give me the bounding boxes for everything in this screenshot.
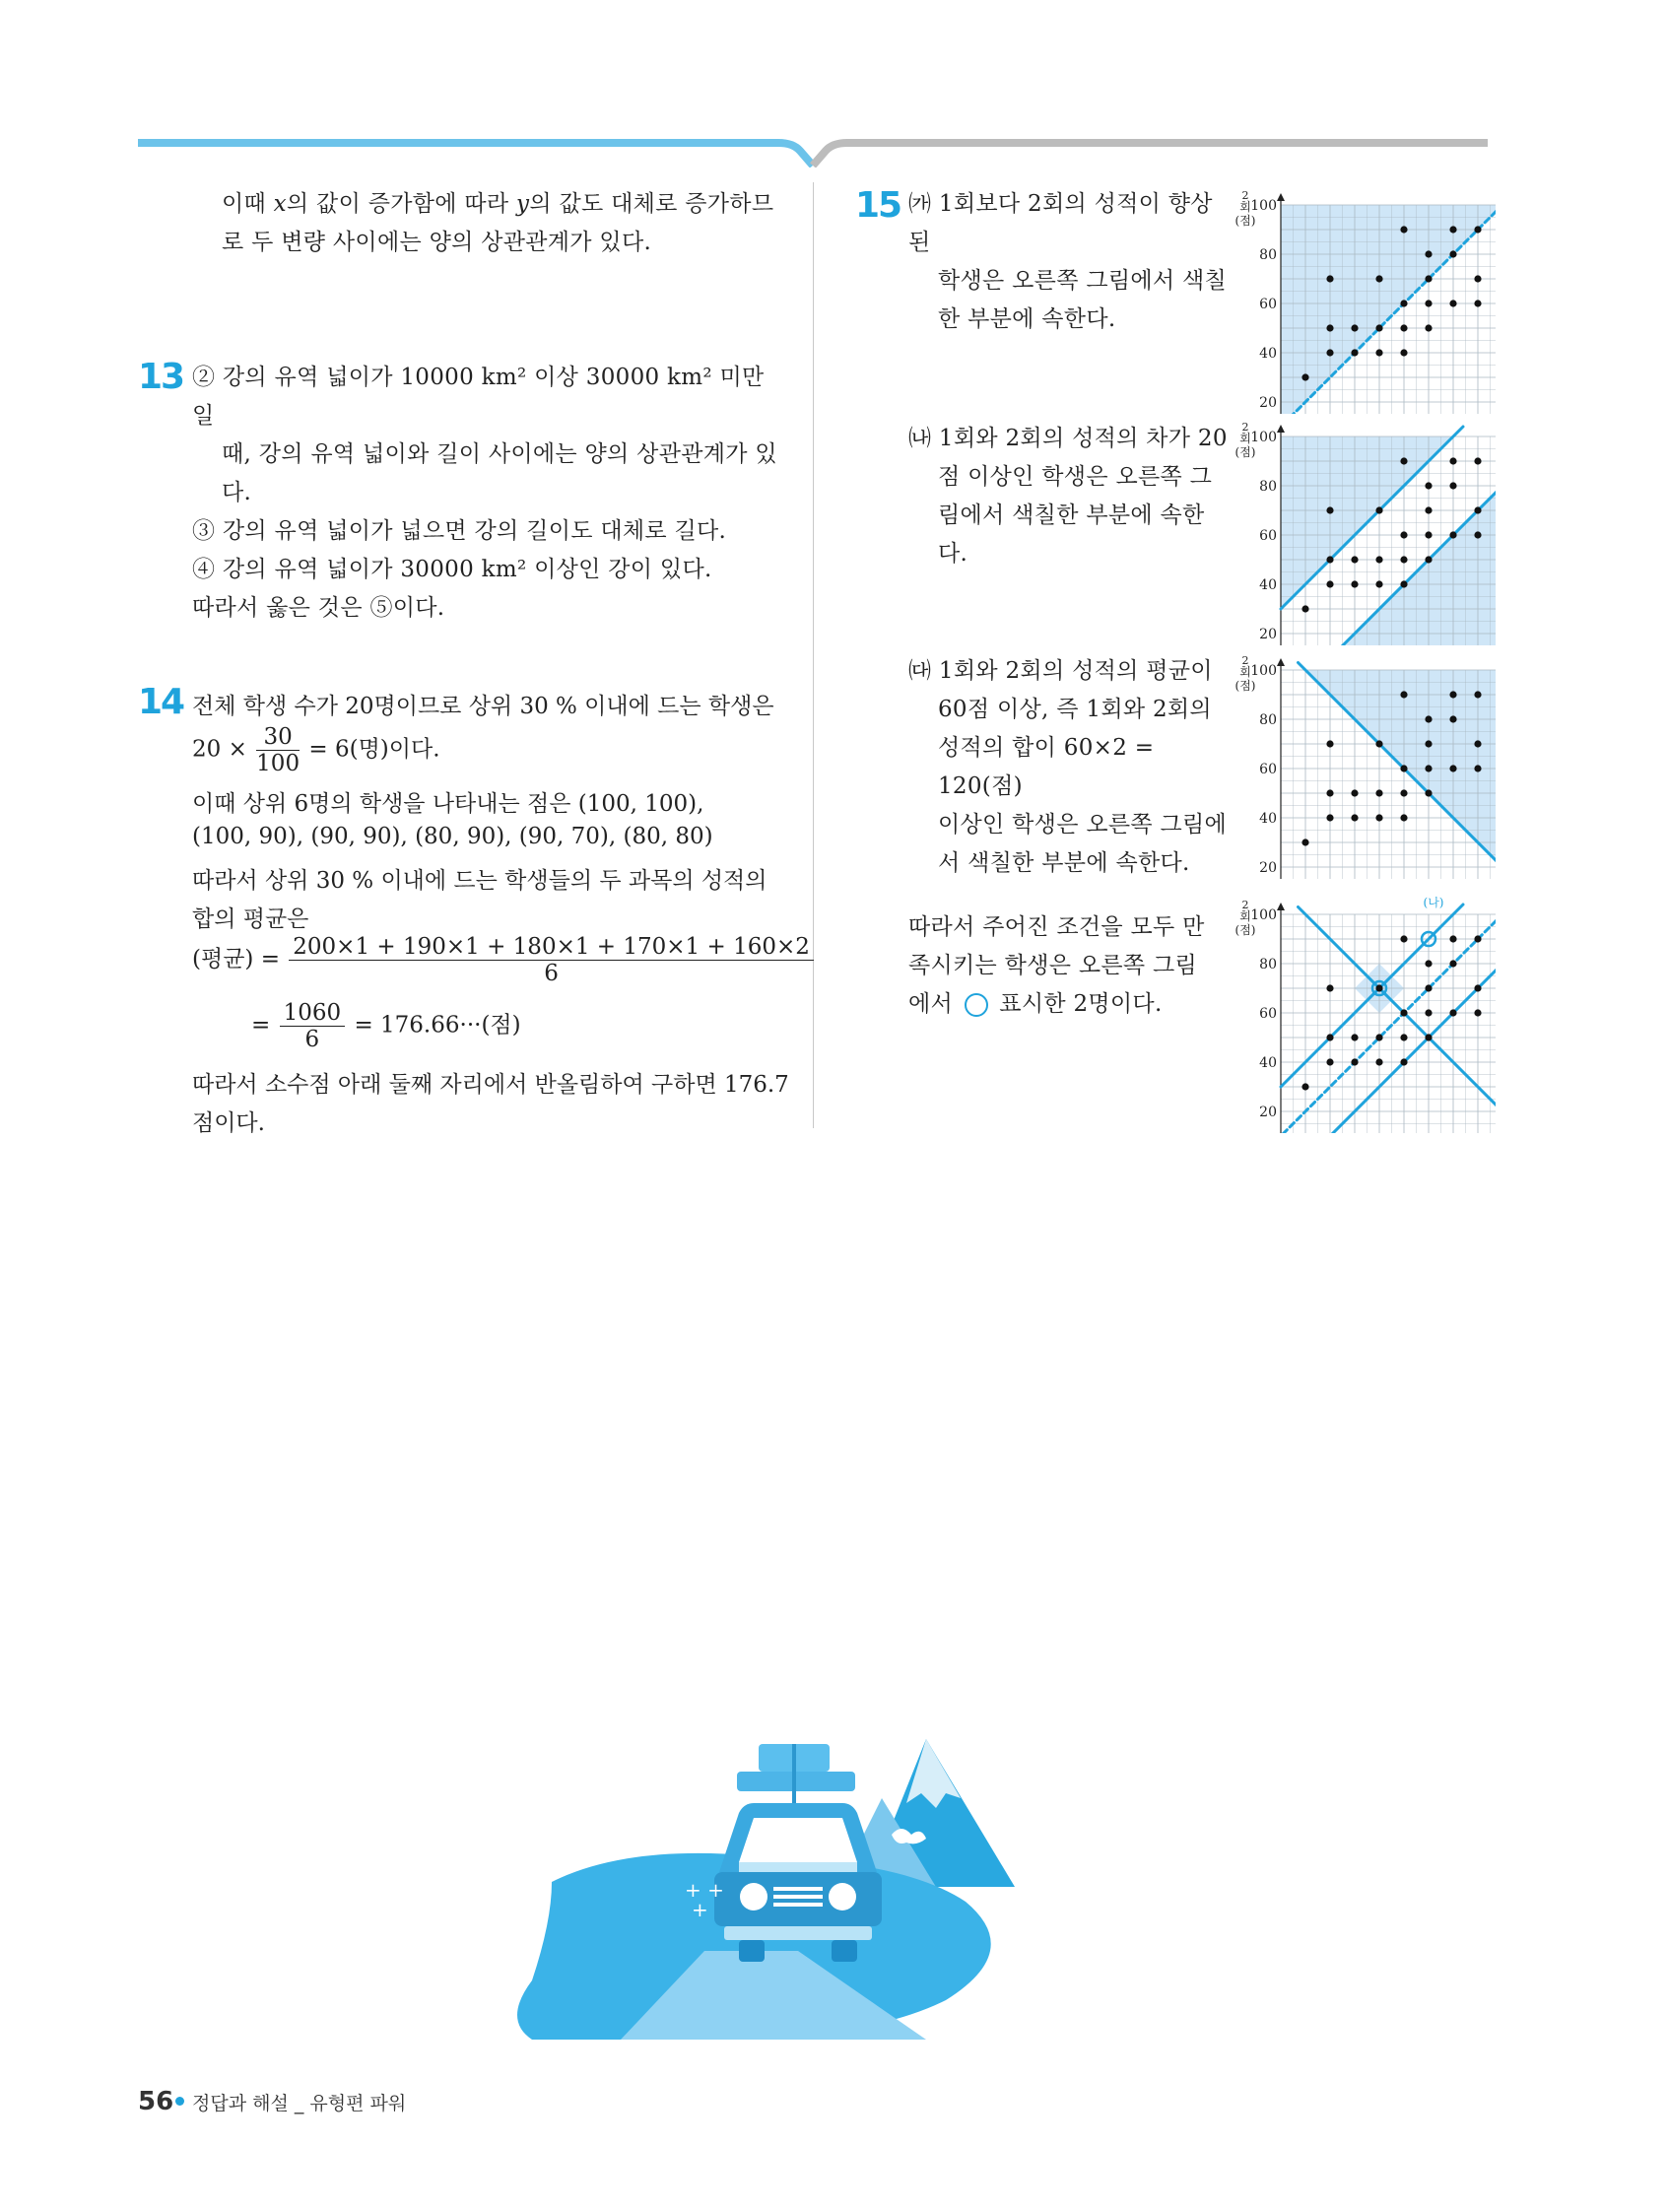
q15-d-line-2: 족시키는 학생은 오른쪽 그림 [908, 953, 1198, 978]
data-point [1375, 740, 1382, 747]
data-point [1400, 691, 1407, 698]
q14-average-result [251, 1000, 521, 1052]
data-point [1400, 324, 1407, 331]
q14-line-10: 점이다. [192, 1110, 265, 1136]
q14-line-6: 합의 평균은 [192, 906, 309, 932]
data-point [1449, 482, 1456, 489]
data-point [1474, 275, 1481, 282]
y-axis-unit-label: 회 [1239, 200, 1251, 214]
q14-calc1-pre: 20 × [192, 736, 247, 763]
data-point [1425, 789, 1432, 796]
y-axis-arrow-icon [1277, 193, 1285, 201]
data-point [1474, 300, 1481, 306]
q14-avg-denominator: 6 [544, 961, 559, 986]
data-point [1351, 556, 1358, 563]
data-point [1474, 226, 1481, 233]
data-point [1449, 531, 1456, 538]
y-tick-label: 80 [1259, 712, 1277, 728]
data-point [1474, 1009, 1481, 1016]
data-point [1449, 1009, 1456, 1016]
y-axis-arrow-icon [1277, 425, 1285, 433]
data-point [1301, 838, 1308, 845]
q15-b-line-1: ㈏ 1회와 2회의 성적의 차가 20 [908, 426, 1228, 451]
q15-d-line-1: 따라서 주어진 조건을 모두 만 [908, 914, 1205, 940]
q15-a-line-2: 학생은 오른쪽 그림에서 색칠 [938, 268, 1228, 294]
data-point [1351, 1034, 1358, 1040]
y-tick-label: 20 [1259, 627, 1277, 642]
y-axis-unit-label: (점) [1234, 679, 1256, 693]
y-axis-unit-label: 2 [1241, 899, 1249, 911]
y-tick-label: 100 [1250, 430, 1277, 445]
q15-part-b [908, 420, 1234, 573]
scatter-plot-d-svg [1230, 897, 1496, 1133]
svg-text:+ +: + + [685, 1878, 724, 1902]
data-point [1351, 324, 1358, 331]
q13-line-3: 다. [222, 480, 252, 505]
q14-line-4: (100, 90), (90, 90), (80, 90), (90, 70), (80, 80) [192, 824, 713, 849]
footer-title: 정답과 해설 _ 유형편 파워 [192, 2093, 407, 2114]
data-point [1326, 1034, 1333, 1040]
circle-marker-icon [965, 993, 988, 1017]
data-point [1449, 226, 1456, 233]
data-point [1449, 765, 1456, 771]
q15-conclusion [908, 908, 1234, 1024]
data-point [1375, 1058, 1382, 1065]
data-point [1326, 275, 1333, 282]
q14-calc1-post: = 6(명)이다. [308, 736, 440, 763]
y-tick-label: 60 [1259, 1006, 1277, 1022]
y-tick-label: 100 [1250, 198, 1277, 214]
y-tick-label: 40 [1259, 346, 1277, 362]
y-axis-unit-label: 회 [1239, 432, 1251, 445]
y-axis-arrow-icon [1277, 903, 1285, 910]
data-point [1425, 740, 1432, 747]
question-number-14: 14 [138, 682, 184, 722]
q14-line-9: 따라서 소수점 아래 둘째 자리에서 반올림하여 구하면 176.7 [192, 1072, 789, 1098]
q14-average-formula [192, 934, 816, 986]
data-point [1326, 580, 1333, 587]
q15-d3-pre: 에서 [908, 991, 954, 1017]
y-tick-label: 20 [1259, 860, 1277, 876]
data-point [1375, 506, 1382, 513]
q15-b-line-2: 점 이상인 학생은 오른쪽 그 [938, 464, 1213, 490]
data-point [1400, 556, 1407, 563]
data-point [1326, 984, 1333, 991]
data-point [1301, 605, 1308, 612]
q15-c-line-5: 서 색칠한 부분에 속한다. [938, 850, 1190, 876]
q15-c-line-4: 이상인 학생은 오른쪽 그림에 [938, 812, 1228, 838]
data-point [1425, 765, 1432, 771]
q15-c-line-2: 60점 이상, 즉 1회와 2회의 [938, 697, 1212, 722]
y-axis-unit-label: 2 [1241, 189, 1249, 202]
q15-c-line-3: 성적의 합이 60×2 = 120(점) [938, 735, 1155, 799]
data-point [1425, 984, 1432, 991]
y-axis-unit-label: 2 [1241, 654, 1249, 667]
y-axis-unit-label: 회 [1239, 665, 1251, 679]
data-point [1375, 556, 1382, 563]
car-illustration [512, 1724, 1025, 2049]
data-point [1326, 789, 1333, 796]
data-point [1400, 226, 1407, 233]
data-point [1474, 935, 1481, 942]
data-point [1351, 1058, 1358, 1065]
data-point [1474, 765, 1481, 771]
q13-line-6: 따라서 옳은 것은 ⑤이다. [192, 595, 445, 621]
y-tick-label: 40 [1259, 811, 1277, 827]
data-point [1425, 300, 1432, 306]
data-point [1400, 1034, 1407, 1040]
scatter-chart-a [1230, 187, 1496, 418]
q15-a-line-3: 한 부분에 속한다. [938, 306, 1116, 332]
data-point [1449, 300, 1456, 306]
data-point [1375, 349, 1382, 356]
data-point [1400, 300, 1407, 306]
svg-text:+: + [692, 1898, 708, 1921]
line-y-equals-x-plus-20 [1281, 905, 1463, 1087]
data-point [1425, 715, 1432, 722]
q14-eq2-fraction [280, 1000, 346, 1052]
intro-paragraph [222, 185, 783, 262]
data-point [1400, 1058, 1407, 1065]
q15-b-line-3: 림에서 색칠한 부분에 속한 [938, 503, 1205, 528]
data-point [1474, 691, 1481, 698]
data-point [1425, 1034, 1432, 1040]
y-tick-label: 40 [1259, 577, 1277, 593]
data-point [1375, 814, 1382, 821]
scatter-chart-d [1230, 897, 1496, 1137]
q14-eq2-post: = 176.66···(점) [354, 1012, 521, 1039]
q15-part-c [908, 652, 1234, 883]
q14-calc1-fraction [256, 724, 300, 776]
data-point [1400, 814, 1407, 821]
data-point [1326, 814, 1333, 821]
y-axis-unit-label: 2 [1241, 421, 1249, 434]
data-point [1375, 275, 1382, 282]
y-tick-label: 80 [1259, 957, 1277, 972]
q14-eq2-pre: = [251, 1012, 271, 1039]
data-point [1449, 691, 1456, 698]
shaded-region-a [1281, 205, 1496, 414]
data-point [1400, 935, 1407, 942]
data-point [1375, 984, 1382, 991]
data-point [1351, 349, 1358, 356]
data-point [1400, 765, 1407, 771]
q13-answer [192, 359, 783, 628]
data-point [1326, 740, 1333, 747]
data-point [1326, 556, 1333, 563]
q14-line-3: 이때 상위 6명의 학생을 나타내는 점은 (100, 100), [192, 791, 704, 817]
data-point [1400, 789, 1407, 796]
y-tick-label: 20 [1259, 1105, 1277, 1120]
data-point [1400, 1009, 1407, 1016]
scatter-chart-c [1230, 652, 1496, 883]
data-point [1326, 324, 1333, 331]
data-point [1375, 1034, 1382, 1040]
y-axis-arrow-icon [1277, 658, 1285, 666]
data-point [1351, 814, 1358, 821]
data-point [1425, 531, 1432, 538]
header-bar [0, 0, 1668, 168]
q15-d-line-3 [908, 985, 1234, 1024]
intro-line-1: 이때 𝑥의 값이 증가함에 따라 𝑦의 값도 대체로 증가하므 [222, 191, 774, 217]
q15-b-line-4: 다. [938, 541, 968, 567]
q15-a-line-1: ㈎ 1회보다 2회의 성적이 향상된 [908, 191, 1213, 255]
page-number: 56 [138, 2087, 174, 2116]
data-point [1375, 324, 1382, 331]
data-point [1449, 935, 1456, 942]
question-number-13: 13 [138, 357, 184, 397]
y-axis-unit-label: (점) [1234, 923, 1256, 937]
data-point [1474, 740, 1481, 747]
data-point [1400, 457, 1407, 464]
data-point [1425, 506, 1432, 513]
y-tick-label: 60 [1259, 762, 1277, 777]
bullet-icon [175, 2097, 184, 2106]
data-point [1375, 580, 1382, 587]
q15-d3-post: 표시한 2명이다. [999, 991, 1163, 1017]
data-point [1449, 960, 1456, 967]
data-point [1425, 960, 1432, 967]
data-point [1400, 531, 1407, 538]
y-axis-unit-label: (점) [1234, 445, 1256, 459]
q14-calc-1 [192, 724, 440, 776]
q14-line-5: 따라서 상위 30 % 이내에 드는 학생들의 두 과목의 성적의 [192, 868, 767, 894]
scatter-plot-b-svg [1230, 419, 1496, 645]
y-tick-label: 80 [1259, 479, 1277, 495]
q13-line-2: 때, 강의 유역 넓이와 길이 사이에는 양의 상관관계가 있 [222, 441, 777, 467]
data-point [1326, 506, 1333, 513]
q14-eq2-numerator: 1060 [280, 1000, 346, 1027]
data-point [1425, 1009, 1432, 1016]
data-point [1301, 373, 1308, 380]
data-point [1425, 275, 1432, 282]
data-point [1375, 789, 1382, 796]
data-point [1474, 531, 1481, 538]
q14-calc1-denominator: 100 [256, 751, 300, 776]
data-point [1449, 457, 1456, 464]
data-point [1326, 1058, 1333, 1065]
column-divider [813, 182, 814, 1128]
y-tick-label: 20 [1259, 395, 1277, 411]
question-number-15: 15 [855, 185, 901, 226]
q14-line-1: 전체 학생 수가 20명이므로 상위 30 % 이내에 드는 학생은 [192, 694, 774, 719]
scatter-plot-a-svg [1230, 187, 1496, 414]
line-label-b-upper: (나) [1423, 897, 1444, 909]
q15-c-line-1: ㈐ 1회와 2회의 성적의 평균이 [908, 658, 1213, 684]
data-point [1425, 482, 1432, 489]
y-axis-unit-label: 회 [1239, 909, 1251, 923]
data-point [1474, 457, 1481, 464]
data-point [1400, 349, 1407, 356]
q14-avg-label: (평균) = [192, 946, 280, 972]
intro-line-2: 로 두 변량 사이에는 양의 상관관계가 있다. [222, 230, 652, 255]
y-axis-unit-label: (점) [1234, 214, 1256, 228]
data-point [1326, 349, 1333, 356]
q13-line-1: ② 강의 유역 넓이가 10000 km² 이상 30000 km² 미만일 [192, 365, 765, 429]
q14-avg-numerator: 200×1 + 190×1 + 180×1 + 170×1 + 160×2 [289, 934, 814, 961]
data-point [1351, 580, 1358, 587]
y-tick-label: 60 [1259, 528, 1277, 544]
scatter-chart-b [1230, 419, 1496, 649]
y-tick-label: 100 [1250, 907, 1277, 923]
q15-part-a [908, 185, 1234, 339]
scatter-plot-c-svg [1230, 652, 1496, 879]
y-tick-label: 100 [1250, 663, 1277, 679]
data-point [1425, 324, 1432, 331]
data-point [1351, 789, 1358, 796]
y-tick-label: 80 [1259, 247, 1277, 263]
y-tick-label: 40 [1259, 1055, 1277, 1071]
q14-calc1-numerator: 30 [256, 724, 300, 751]
y-tick-label: 60 [1259, 297, 1277, 312]
q14-eq2-denominator: 6 [304, 1027, 320, 1052]
q13-line-4: ③ 강의 유역 넓이가 넓으면 강의 길이도 대체로 길다. [192, 518, 727, 544]
q13-line-5: ④ 강의 유역 넓이가 30000 km² 이상인 강이 있다. [192, 557, 712, 582]
data-point [1474, 506, 1481, 513]
data-point [1474, 984, 1481, 991]
data-point [1301, 1083, 1308, 1090]
data-point [1449, 250, 1456, 257]
q14-avg-fraction [289, 934, 814, 986]
data-point [1449, 715, 1456, 722]
data-point [1425, 250, 1432, 257]
data-point [1425, 556, 1432, 563]
data-point [1400, 580, 1407, 587]
